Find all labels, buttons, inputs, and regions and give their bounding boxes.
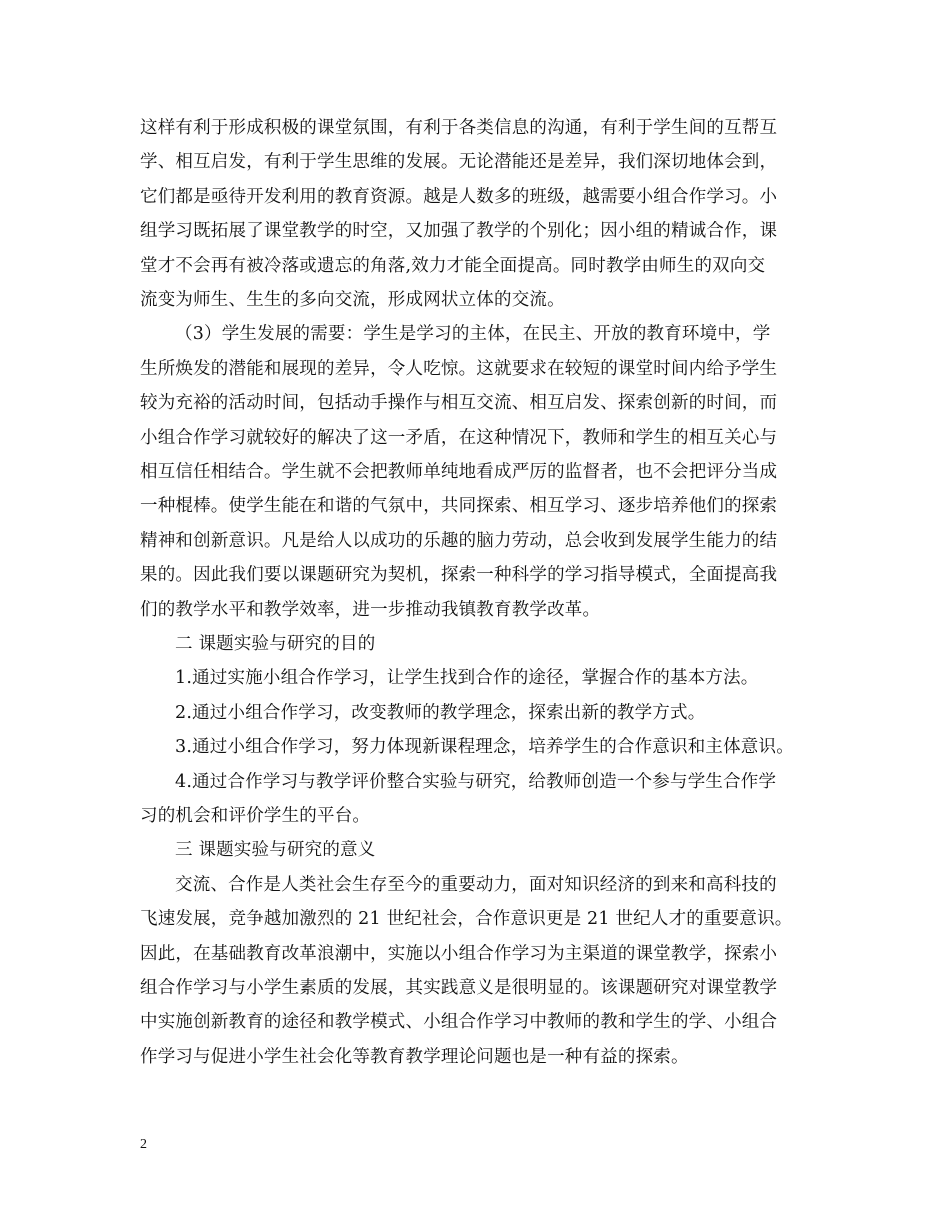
text-line: 较为充裕的活动时间，包括动手操作与相互交流、相互启发、探索创新的时间，而 [140, 393, 778, 414]
text-line: 生所焕发的潜能和展现的差异，令人吃惊。这就要求在较短的课堂时间内给予学生 [140, 358, 778, 379]
text-line: 小组合作学习就较好的解决了这一矛盾，在这种情况下，教师和学生的相互关心与 [140, 427, 778, 448]
text-line: 它们都是亟待开发利用的教育资源。越是人数多的班级，越需要小组合作学习。小 [140, 186, 778, 207]
text-line: 相互信任相结合。学生就不会把教师单纯地看成严厉的监督者，也不会把评分当成 [140, 462, 778, 482]
text-line: 果的。因此我们要以课题研究为契机，探索一种科学的学习指导模式，全面提高我 [140, 565, 778, 586]
text-line: 交流、合作是人类社会生存至今的重要动力，面对知识经济的到来和高科技的 [175, 874, 777, 895]
text-line: 这样有利于形成积极的课堂氛围，有利于各类信息的沟通，有利于学生间的互帮互 [140, 118, 778, 138]
page-number: 2 [140, 1137, 147, 1152]
text-line: 学、相互启发，有利于学生思维的发展。无论潜能还是差异，我们深切地体会到， [140, 152, 778, 173]
text-line: 精神和创新意识。凡是给人以成功的乐趣的脑力劳动，总会收到发展学生能力的结 [140, 530, 778, 551]
text-line: 4.通过合作学习与教学评价整合实验与研究，给教师创造一个参与学生合作学 [175, 771, 777, 792]
text-line: 们的教学水平和教学效率，进一步推动我镇教育教学改革。 [140, 599, 601, 620]
text-line: 习的机会和评价学生的平台。 [140, 806, 371, 826]
text-line: 二 课题实验与研究的目的 [175, 634, 376, 654]
text-line: 堂才不会再有被冷落或遗忘的角落,效力才能全面提高。同时教学由师生的双向交 [140, 255, 766, 276]
text-line: 1.通过实施小组合作学习，让学生找到合作的途径，掌握合作的基本方法。 [175, 668, 759, 689]
text-line: 中实施创新教育的途径和教学模式、小组合作学习中教师的教和学生的学、小组合 [140, 1012, 778, 1033]
text-line: 组合作学习与小学生素质的发展，其实践意义是很明显的。该课题研究对课堂教学 [140, 978, 778, 998]
text-line: 因此，在基础教育改革浪潮中，实施以小组合作学习为主渠道的课堂教学，探索小 [140, 943, 778, 964]
text-line: 作学习与促进小学生社会化等教育教学理论问题也是一种有益的探索。 [140, 1046, 689, 1067]
text-line: 组学习既拓展了课堂教学的时空，又加强了教学的个别化；因小组的精诚合作，课 [140, 221, 778, 242]
text-line: 3.通过小组合作学习，努力体现新课程理念，培养学生的合作意识和主体意识。 [175, 737, 794, 758]
text-line: 三 课题实验与研究的意义 [175, 840, 376, 861]
text-line: 2.通过小组合作学习，改变教师的教学理念，探索出新的教学方式。 [175, 702, 706, 723]
text-line: 飞速发展，竞争越加激烈的 21 世纪社会，合作意识更是 21 世纪人才的重要意识。 [140, 909, 793, 930]
text-line: 一种棍棒。使学生能在和谐的气氛中，共同探索、相互学习、逐步培养他们的探索 [140, 496, 778, 517]
text-line: 流变为师生、生生的多向交流，形成网状立体的交流。 [140, 290, 565, 310]
text-line: （3）学生发展的需要：学生是学习的主体，在民主、开放的教育环境中，学 [175, 324, 771, 345]
